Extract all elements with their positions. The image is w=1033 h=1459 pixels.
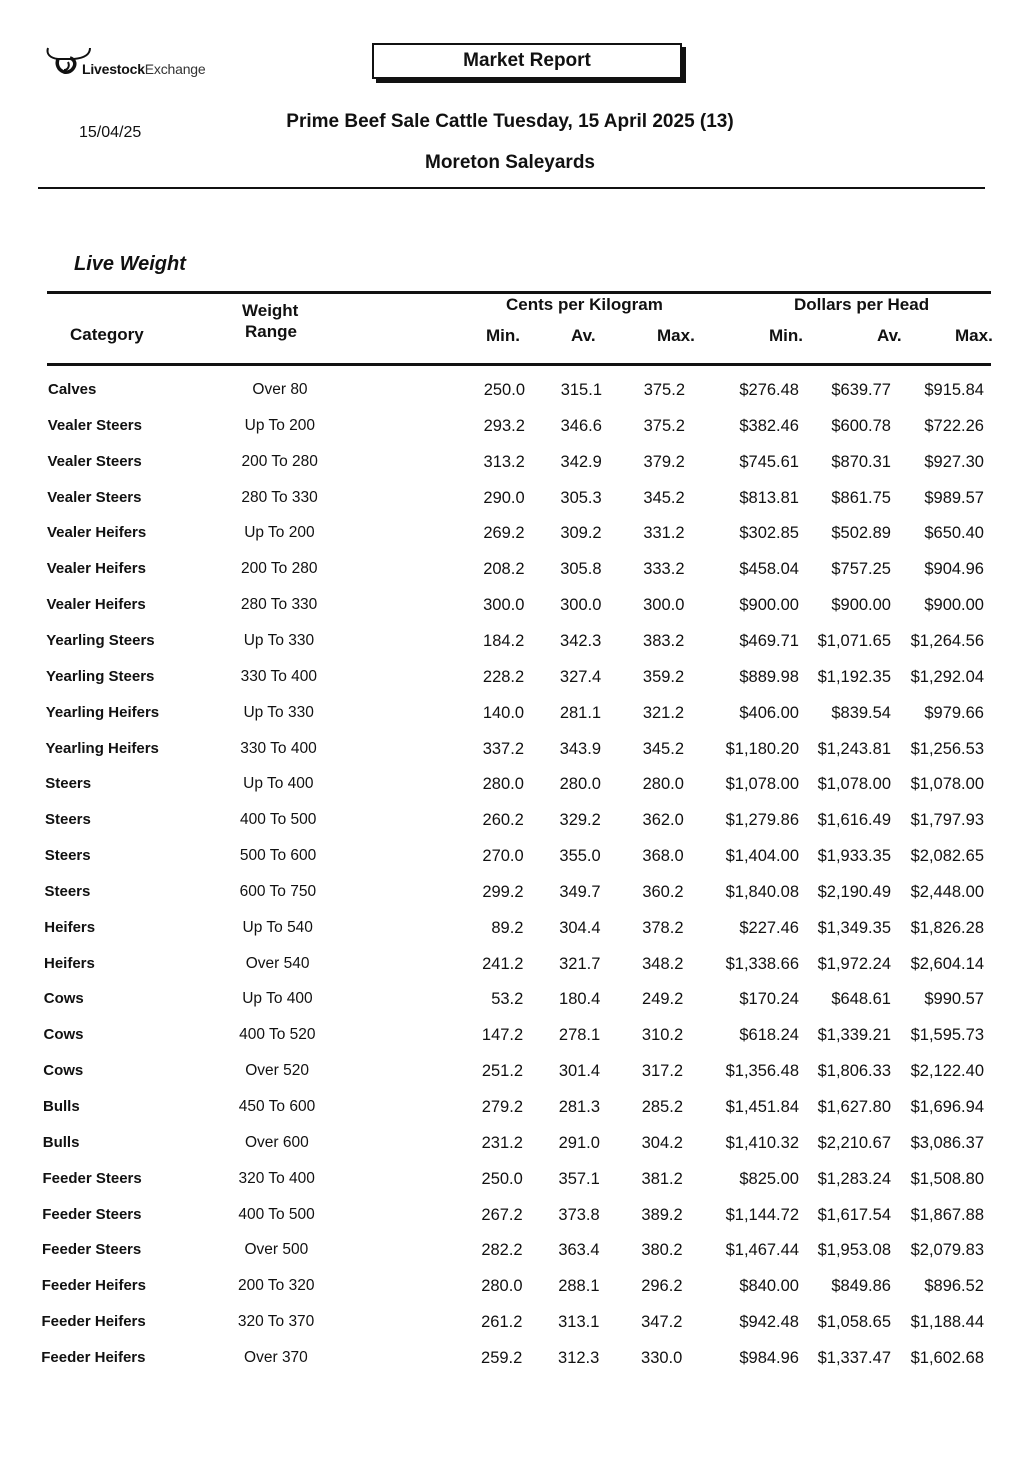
header-category: Category [70, 325, 144, 344]
cell-cpk-av: 280.0 [559, 775, 601, 794]
header-dph-max: Max. [955, 326, 993, 345]
header-weight: Weight [242, 301, 299, 320]
report-title: Market Report [372, 43, 682, 79]
cell-category: Feeder Steers [42, 1205, 142, 1223]
cell-cpk-max: 375.2 [643, 381, 685, 399]
cell-weight-range: 330 To 400 [240, 667, 318, 685]
cell-dph-min: $406.00 [739, 703, 799, 722]
table-row [0, 524, 1033, 560]
cell-dph-max: $1,826.28 [910, 918, 984, 937]
cell-dph-min: $1,410.32 [725, 1133, 799, 1152]
cell-dph-max: $2,082.65 [910, 847, 984, 866]
cell-cpk-max: 317.2 [641, 1062, 684, 1081]
header-cents-per-kg: Cents per Kilogram [506, 295, 663, 314]
cell-cpk-max: 359.2 [642, 667, 685, 686]
cell-cpk-min: 313.2 [483, 452, 525, 471]
cell-cpk-min: 280.0 [482, 775, 524, 794]
cell-cpk-min: 259.2 [481, 1348, 523, 1367]
cell-category: Feeder Steers [42, 1169, 142, 1187]
table-row [0, 775, 1033, 811]
cell-dph-min: $984.96 [739, 1348, 799, 1367]
cell-dph-min: $276.48 [739, 381, 799, 399]
cell-dph-av: $900.00 [831, 596, 891, 615]
cell-dph-av: $1,058.65 [817, 1313, 891, 1332]
cell-dph-av: $502.89 [831, 524, 891, 543]
cell-category: Cows [43, 1026, 84, 1044]
cell-cpk-max: 368.0 [642, 847, 684, 866]
cell-weight-range: 320 To 370 [237, 1313, 315, 1331]
table-row [0, 1134, 1033, 1170]
cell-dph-max: $896.52 [924, 1277, 984, 1296]
cell-dph-min: $1,279.86 [725, 811, 799, 830]
cell-dph-min: $1,078.00 [725, 775, 799, 794]
cell-cpk-max: 330.0 [641, 1348, 683, 1367]
cell-cpk-max: 380.2 [641, 1241, 683, 1260]
cell-weight-range: 500 To 600 [239, 847, 317, 865]
cell-cpk-av: 321.7 [559, 954, 601, 973]
cell-dph-max: $900.00 [924, 596, 984, 615]
table-row [0, 489, 1033, 525]
cell-dph-max: $989.57 [924, 488, 984, 507]
cell-category: Vealer Heifers [46, 596, 146, 614]
cell-dph-av: $1,339.21 [817, 1026, 891, 1045]
table-row [0, 1098, 1033, 1134]
cell-dph-max: $1,256.53 [910, 739, 984, 758]
header-dph-av: Av. [877, 326, 902, 345]
cell-cpk-av: 305.8 [560, 560, 602, 579]
cell-category: Vealer Steers [47, 488, 142, 506]
cell-category: Calves [48, 381, 97, 398]
cell-weight-range: Up To 200 [244, 416, 316, 434]
logo-text-light: Exchange [144, 61, 206, 77]
cell-category: Yearling Steers [46, 667, 155, 685]
cell-cpk-av: 349.7 [559, 882, 601, 901]
table-row [0, 417, 1033, 453]
cell-dph-max: $1,696.94 [910, 1098, 984, 1116]
header-divider [38, 187, 985, 189]
table-row [0, 955, 1033, 991]
cell-dph-min: $302.85 [739, 524, 799, 543]
cell-cpk-min: 250.0 [481, 1169, 523, 1188]
cell-cpk-av: 309.2 [560, 524, 602, 543]
table-row [0, 1277, 1033, 1313]
cell-dph-av: $648.61 [831, 990, 891, 1009]
cell-dph-min: $942.48 [739, 1313, 799, 1332]
cell-dph-min: $1,840.08 [725, 882, 799, 901]
cell-category: Feeder Heifers [41, 1313, 146, 1331]
cell-weight-range: Up To 400 [242, 990, 313, 1008]
cell-category: Bulls [43, 1098, 80, 1115]
cell-cpk-min: 53.2 [491, 990, 524, 1009]
table-row [0, 1349, 1033, 1385]
cell-dph-av: $1,627.80 [817, 1098, 891, 1116]
header-dollars-per-head: Dollars per Head [794, 295, 930, 314]
cell-cpk-min: 208.2 [483, 560, 525, 579]
cell-category: Vealer Steers [47, 416, 142, 434]
cell-dph-av: $600.78 [831, 416, 891, 435]
cell-dph-min: $1,338.66 [725, 954, 799, 973]
cell-cpk-av: 346.6 [560, 416, 602, 435]
cell-dph-av: $1,806.33 [817, 1062, 891, 1081]
cell-category: Heifers [44, 918, 96, 936]
table-row [0, 919, 1033, 955]
cell-category: Vealer Heifers [47, 524, 147, 542]
cell-cpk-min: 231.2 [481, 1133, 523, 1152]
cell-dph-av: $1,617.54 [817, 1205, 891, 1224]
cell-category: Yearling Heifers [45, 703, 160, 721]
cell-cpk-min: 250.0 [483, 381, 525, 399]
cell-dph-min: $889.98 [739, 667, 799, 686]
table-row [0, 1313, 1033, 1349]
cell-cpk-av: 304.4 [559, 918, 601, 937]
cell-cpk-max: 285.2 [641, 1098, 683, 1116]
cell-dph-min: $227.46 [739, 918, 799, 937]
cell-weight-range: 200 To 320 [238, 1277, 315, 1295]
cell-category: Feeder Steers [42, 1241, 142, 1259]
cell-cpk-av: 357.1 [558, 1169, 600, 1188]
cell-category: Steers [45, 811, 91, 829]
header-range: Range [245, 322, 297, 341]
cell-cpk-max: 345.2 [642, 739, 684, 758]
cell-dph-max: $722.26 [924, 416, 984, 435]
cell-dph-av: $1,972.24 [817, 954, 891, 973]
cell-dph-max: $904.96 [924, 560, 984, 579]
cell-cpk-av: 300.0 [560, 596, 602, 615]
table-header-rule [47, 363, 991, 366]
cell-cpk-av: 281.3 [558, 1098, 600, 1116]
table-row [0, 1206, 1033, 1242]
cell-dph-av: $1,283.24 [817, 1169, 891, 1188]
table-row [0, 1170, 1033, 1206]
table-row [0, 560, 1033, 596]
cell-cpk-min: 267.2 [481, 1205, 523, 1224]
cell-cpk-max: 383.2 [643, 631, 685, 650]
cell-cpk-av: 291.0 [558, 1133, 600, 1152]
cell-cpk-av: 342.3 [560, 631, 602, 650]
table-row [0, 381, 1033, 417]
cell-cpk-max: 310.2 [641, 1026, 684, 1045]
cell-category: Vealer Heifers [46, 560, 146, 578]
cell-weight-range: 330 To 400 [240, 739, 317, 757]
cell-cpk-max: 331.2 [643, 524, 685, 543]
cell-cpk-max: 360.2 [642, 882, 684, 901]
cell-weight-range: Up To 330 [243, 631, 315, 649]
cell-cpk-av: 180.4 [559, 990, 601, 1009]
cell-dph-max: $1,508.80 [910, 1169, 984, 1188]
cell-dph-max: $2,448.00 [910, 882, 984, 901]
cell-cpk-max: 379.2 [643, 452, 685, 471]
table-row [0, 1026, 1033, 1062]
cell-dph-max: $1,078.00 [910, 775, 984, 794]
header-dph-min: Min. [769, 326, 803, 345]
cell-cpk-min: 293.2 [483, 416, 525, 435]
cell-dph-av: $1,192.35 [817, 667, 891, 686]
cell-category: Heifers [44, 954, 95, 972]
cell-cpk-av: 301.4 [558, 1062, 601, 1081]
cell-weight-range: Over 370 [244, 1348, 308, 1366]
cell-dph-av: $1,243.81 [817, 739, 891, 758]
cell-cpk-min: 228.2 [482, 667, 525, 686]
cell-category: Bulls [42, 1133, 80, 1151]
cell-cpk-min: 269.2 [483, 524, 525, 543]
cell-cpk-max: 389.2 [641, 1205, 683, 1224]
cell-dph-max: $1,188.44 [910, 1313, 984, 1332]
sale-title: Prime Beef Sale Cattle Tuesday, 15 April 2025 (13) [286, 111, 734, 132]
cell-cpk-av: 329.2 [559, 811, 601, 830]
cell-cpk-av: 288.1 [558, 1277, 600, 1296]
cell-dph-av: $639.77 [831, 381, 891, 399]
cell-cpk-av: 312.3 [558, 1348, 600, 1367]
cell-dph-min: $745.61 [739, 452, 799, 471]
cell-weight-range: 280 To 330 [241, 488, 318, 506]
cell-weight-range: 400 To 500 [239, 811, 317, 829]
cell-cpk-min: 337.2 [482, 739, 524, 758]
cell-dph-min: $1,144.72 [725, 1205, 799, 1224]
cell-dph-av: $1,337.47 [817, 1348, 891, 1367]
cell-cpk-av: 281.1 [559, 703, 602, 722]
cell-dph-min: $825.00 [739, 1169, 799, 1188]
header-cpk-av: Av. [571, 326, 596, 345]
cell-dph-av: $1,071.65 [817, 631, 891, 650]
cell-dph-min: $382.46 [739, 416, 799, 435]
cell-weight-range: Over 80 [252, 381, 308, 398]
cell-dph-max: $915.84 [924, 381, 984, 399]
section-title: Live Weight [74, 253, 186, 275]
cell-dph-av: $839.54 [831, 703, 891, 722]
cell-weight-range: Over 500 [244, 1241, 309, 1259]
cell-dph-av: $2,210.67 [817, 1133, 891, 1152]
cell-cpk-max: 345.2 [643, 488, 685, 507]
cell-dph-min: $840.00 [739, 1277, 799, 1296]
cell-cpk-av: 327.4 [559, 667, 602, 686]
cell-cpk-min: 270.0 [482, 847, 524, 866]
cell-cpk-av: 278.1 [558, 1026, 601, 1045]
cell-weight-range: 320 To 400 [238, 1169, 315, 1187]
cell-category: Yearling Steers [46, 631, 155, 649]
cell-cpk-av: 305.3 [560, 488, 602, 507]
table-row [0, 632, 1033, 668]
cell-dph-av: $757.25 [831, 560, 891, 579]
cell-cpk-max: 321.2 [642, 703, 685, 722]
cell-cpk-max: 375.2 [643, 416, 685, 435]
cell-cpk-max: 381.2 [641, 1169, 683, 1188]
cell-cpk-max: 347.2 [641, 1313, 683, 1332]
cell-dph-max: $1,867.88 [910, 1205, 984, 1224]
cell-weight-range: 450 To 600 [238, 1098, 316, 1115]
cell-dph-max: $1,264.56 [910, 631, 984, 650]
cell-cpk-av: 342.9 [560, 452, 602, 471]
table-row [0, 596, 1033, 632]
cell-dph-min: $1,404.00 [725, 847, 799, 866]
cell-cpk-av: 363.4 [558, 1241, 600, 1260]
cell-dph-max: $3,086.37 [910, 1133, 984, 1152]
cell-dph-min: $813.81 [739, 488, 799, 507]
cell-cpk-min: 300.0 [483, 596, 525, 615]
cell-dph-av: $861.75 [831, 488, 891, 507]
header-cpk-min: Min. [486, 326, 520, 345]
cell-cpk-min: 279.2 [481, 1098, 523, 1116]
cell-cpk-max: 280.0 [642, 775, 684, 794]
cell-weight-range: 600 To 750 [239, 882, 317, 900]
cell-cpk-av: 315.1 [560, 381, 602, 399]
report-date: 15/04/25 [79, 124, 142, 141]
cell-weight-range: 400 To 520 [239, 1026, 316, 1044]
cell-dph-max: $650.40 [924, 524, 984, 543]
cell-dph-max: $990.57 [924, 990, 984, 1009]
cell-cpk-max: 304.2 [641, 1133, 683, 1152]
cell-dph-max: $2,122.40 [910, 1062, 984, 1081]
cell-weight-range: 280 To 330 [240, 596, 318, 614]
cell-dph-min: $458.04 [739, 560, 799, 579]
cell-cpk-min: 89.2 [491, 918, 524, 937]
cell-dph-av: $1,349.35 [817, 918, 891, 937]
cell-cpk-min: 290.0 [483, 488, 525, 507]
cell-category: Feeder Heifers [41, 1277, 146, 1295]
cell-dph-min: $1,180.20 [725, 739, 799, 758]
cell-weight-range: 200 To 280 [241, 452, 318, 470]
table-row [0, 883, 1033, 919]
cell-dph-min: $900.00 [739, 596, 799, 615]
cell-category: Cows [43, 1062, 84, 1080]
cell-cpk-av: 343.9 [559, 739, 601, 758]
venue-title: Moreton Saleyards [425, 152, 595, 173]
cell-dph-max: $1,292.04 [910, 667, 984, 686]
cell-dph-max: $1,595.73 [910, 1026, 984, 1045]
cell-dph-min: $469.71 [739, 631, 799, 650]
cell-cpk-min: 280.0 [481, 1277, 523, 1296]
cell-weight-range: Up To 540 [242, 918, 313, 936]
cell-dph-max: $927.30 [924, 452, 984, 471]
cell-dph-max: $2,079.83 [910, 1241, 984, 1260]
table-top-rule [47, 291, 991, 294]
cell-cpk-min: 251.2 [481, 1062, 524, 1081]
table-row [0, 990, 1033, 1026]
cell-cpk-av: 313.1 [558, 1313, 600, 1332]
cell-cpk-max: 300.0 [643, 596, 685, 615]
cell-weight-range: 200 To 280 [241, 560, 318, 578]
cell-cpk-av: 373.8 [558, 1205, 600, 1224]
cell-cpk-max: 378.2 [642, 918, 684, 937]
cell-cpk-max: 249.2 [642, 990, 684, 1009]
cell-weight-range: Up To 200 [244, 524, 315, 542]
cell-dph-min: $618.24 [739, 1026, 799, 1045]
table-row [0, 668, 1033, 704]
cell-cpk-min: 261.2 [481, 1313, 523, 1332]
cell-dph-av: $1,933.35 [817, 847, 891, 866]
cell-category: Steers [44, 847, 91, 865]
cell-cpk-min: 260.2 [482, 811, 524, 830]
cell-category: Steers [44, 882, 91, 900]
cell-dph-min: $1,467.44 [725, 1241, 799, 1260]
cell-dph-av: $1,953.08 [817, 1241, 891, 1260]
logo-text-bold: Livestock [82, 61, 145, 77]
cell-dph-min: $1,356.48 [725, 1062, 799, 1081]
cell-dph-max: $2,604.14 [910, 954, 984, 973]
cell-category: Cows [43, 990, 84, 1008]
cell-category: Feeder Heifers [41, 1348, 146, 1366]
cell-dph-av: $1,616.49 [817, 811, 891, 830]
table-row [0, 740, 1033, 776]
cell-cpk-min: 241.2 [482, 954, 524, 973]
cell-dph-min: $1,451.84 [725, 1098, 799, 1116]
cell-weight-range: Over 540 [245, 954, 310, 972]
cell-dph-max: $1,797.93 [910, 811, 984, 830]
cell-cpk-max: 296.2 [641, 1277, 683, 1296]
table-row [0, 847, 1033, 883]
table-row [0, 453, 1033, 489]
cell-cpk-max: 362.0 [642, 811, 684, 830]
cell-cpk-min: 299.2 [482, 882, 524, 901]
cell-cpk-min: 184.2 [483, 631, 525, 650]
cell-cpk-max: 348.2 [642, 954, 684, 973]
cell-cpk-av: 355.0 [559, 847, 601, 866]
cell-weight-range: Up To 400 [243, 775, 314, 793]
cell-dph-max: $979.66 [924, 703, 984, 722]
table-row [0, 811, 1033, 847]
cell-category: Vealer Steers [47, 452, 142, 470]
cell-dph-min: $170.24 [739, 990, 799, 1009]
cell-category: Steers [45, 775, 92, 793]
cell-dph-av: $1,078.00 [817, 775, 891, 794]
cell-weight-range: Over 520 [245, 1062, 310, 1080]
cell-cpk-min: 282.2 [481, 1241, 523, 1260]
cell-weight-range: Over 600 [244, 1133, 309, 1151]
cell-dph-av: $870.31 [831, 452, 891, 471]
header-cpk-max: Max. [657, 326, 695, 345]
table-row [0, 1241, 1033, 1277]
table-row [0, 1062, 1033, 1098]
cell-cpk-min: 140.0 [482, 703, 525, 722]
cell-dph-av: $849.86 [831, 1277, 891, 1296]
cell-weight-range: Up To 330 [243, 703, 314, 721]
cell-category: Yearling Heifers [45, 739, 159, 757]
cell-cpk-min: 147.2 [481, 1026, 524, 1045]
cell-dph-max: $1,602.68 [910, 1348, 984, 1367]
cell-cpk-max: 333.2 [643, 560, 685, 579]
cell-dph-av: $2,190.49 [817, 882, 891, 901]
cell-weight-range: 400 To 500 [238, 1205, 315, 1223]
livestock-exchange-logo [44, 44, 234, 80]
table-row [0, 704, 1033, 740]
